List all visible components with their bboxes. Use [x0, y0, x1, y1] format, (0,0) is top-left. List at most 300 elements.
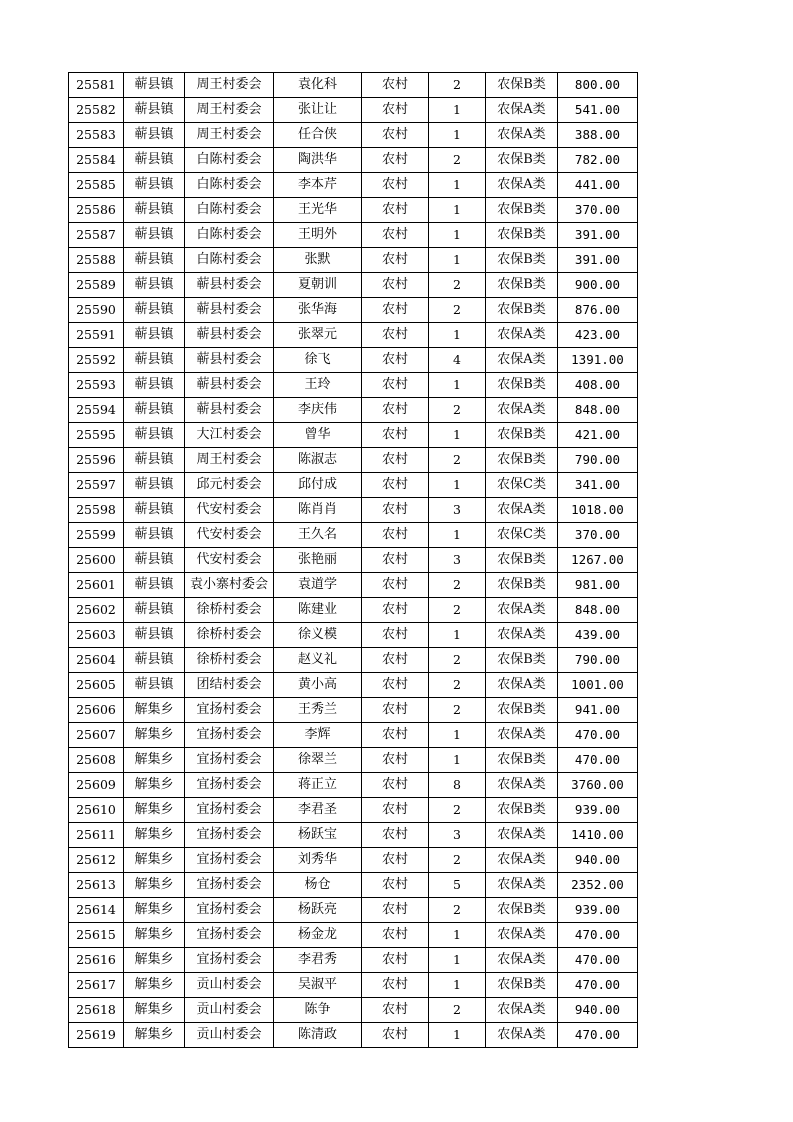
- insurance-class-cell: 农保B类: [486, 248, 558, 273]
- name-cell: 李君圣: [274, 798, 362, 823]
- household-count-cell: 1: [429, 323, 486, 348]
- record-id-cell: 25603: [69, 623, 124, 648]
- town-cell: 蕲县镇: [124, 73, 185, 98]
- record-id-cell: 25619: [69, 1023, 124, 1048]
- village-committee-cell: 宜扬村委会: [185, 848, 274, 873]
- record-id-cell: 25596: [69, 448, 124, 473]
- insurance-class-cell: 农保A类: [486, 123, 558, 148]
- name-cell: 徐飞: [274, 348, 362, 373]
- name-cell: 刘秀华: [274, 848, 362, 873]
- household-count-cell: 1: [429, 223, 486, 248]
- household-count-cell: 1: [429, 948, 486, 973]
- amount-cell: 470.00: [558, 923, 638, 948]
- record-id-cell: 25614: [69, 898, 124, 923]
- record-id-cell: 25598: [69, 498, 124, 523]
- amount-cell: 848.00: [558, 598, 638, 623]
- amount-cell: 1391.00: [558, 348, 638, 373]
- table-row: [69, 373, 638, 398]
- area-type-cell: 农村: [362, 598, 429, 623]
- amount-cell: 370.00: [558, 198, 638, 223]
- name-cell: 杨跃宝: [274, 823, 362, 848]
- name-cell: 陈建业: [274, 598, 362, 623]
- name-cell: 李本芹: [274, 173, 362, 198]
- table-row: [69, 548, 638, 573]
- name-cell: 王光华: [274, 198, 362, 223]
- area-type-cell: 农村: [362, 248, 429, 273]
- table-row: [69, 223, 638, 248]
- record-id-cell: 25607: [69, 723, 124, 748]
- household-count-cell: 5: [429, 873, 486, 898]
- town-cell: 解集乡: [124, 723, 185, 748]
- table-row: [69, 1023, 638, 1048]
- record-id-cell: 25612: [69, 848, 124, 873]
- household-count-cell: 2: [429, 273, 486, 298]
- name-cell: 张华海: [274, 298, 362, 323]
- amount-cell: 939.00: [558, 898, 638, 923]
- record-id-cell: 25601: [69, 573, 124, 598]
- household-count-cell: 3: [429, 548, 486, 573]
- area-type-cell: 农村: [362, 223, 429, 248]
- table-row: [69, 723, 638, 748]
- table-row: [69, 473, 638, 498]
- name-cell: 张翠元: [274, 323, 362, 348]
- household-count-cell: 1: [429, 473, 486, 498]
- area-type-cell: 农村: [362, 648, 429, 673]
- table-row: [69, 298, 638, 323]
- town-cell: 解集乡: [124, 773, 185, 798]
- name-cell: 邱付成: [274, 473, 362, 498]
- amount-cell: 421.00: [558, 423, 638, 448]
- table-row: [69, 848, 638, 873]
- table-row: [69, 248, 638, 273]
- area-type-cell: 农村: [362, 798, 429, 823]
- record-id-cell: 25611: [69, 823, 124, 848]
- village-committee-cell: 宜扬村委会: [185, 773, 274, 798]
- village-committee-cell: 徐桥村委会: [185, 648, 274, 673]
- insurance-class-cell: 农保B类: [486, 748, 558, 773]
- town-cell: 蕲县镇: [124, 348, 185, 373]
- household-count-cell: 2: [429, 148, 486, 173]
- village-committee-cell: 白陈村委会: [185, 198, 274, 223]
- area-type-cell: 农村: [362, 448, 429, 473]
- name-cell: 赵义礼: [274, 648, 362, 673]
- record-id-cell: 25583: [69, 123, 124, 148]
- village-committee-cell: 白陈村委会: [185, 248, 274, 273]
- table-row: [69, 523, 638, 548]
- amount-cell: 470.00: [558, 948, 638, 973]
- household-count-cell: 1: [429, 173, 486, 198]
- area-type-cell: 农村: [362, 323, 429, 348]
- amount-cell: 1267.00: [558, 548, 638, 573]
- area-type-cell: 农村: [362, 873, 429, 898]
- amount-cell: 876.00: [558, 298, 638, 323]
- town-cell: 蕲县镇: [124, 523, 185, 548]
- town-cell: 蕲县镇: [124, 423, 185, 448]
- insurance-class-cell: 农保B类: [486, 73, 558, 98]
- household-count-cell: 1: [429, 723, 486, 748]
- name-cell: 王久名: [274, 523, 362, 548]
- name-cell: 蒋正立: [274, 773, 362, 798]
- insurance-class-cell: 农保B类: [486, 223, 558, 248]
- village-committee-cell: 白陈村委会: [185, 173, 274, 198]
- record-id-cell: 25594: [69, 398, 124, 423]
- village-committee-cell: 代安村委会: [185, 523, 274, 548]
- amount-cell: 1410.00: [558, 823, 638, 848]
- table-row: [69, 798, 638, 823]
- record-id-cell: 25613: [69, 873, 124, 898]
- name-cell: 王明外: [274, 223, 362, 248]
- area-type-cell: 农村: [362, 773, 429, 798]
- amount-cell: 790.00: [558, 448, 638, 473]
- household-count-cell: 2: [429, 398, 486, 423]
- village-committee-cell: 蕲县村委会: [185, 273, 274, 298]
- town-cell: 蕲县镇: [124, 398, 185, 423]
- record-id-cell: 25604: [69, 648, 124, 673]
- village-committee-cell: 周王村委会: [185, 448, 274, 473]
- village-committee-cell: 宜扬村委会: [185, 873, 274, 898]
- name-cell: 陈争: [274, 998, 362, 1023]
- record-id-cell: 25586: [69, 198, 124, 223]
- data-table: [68, 72, 638, 1048]
- amount-cell: 391.00: [558, 223, 638, 248]
- town-cell: 蕲县镇: [124, 498, 185, 523]
- area-type-cell: 农村: [362, 498, 429, 523]
- insurance-class-cell: 农保B类: [486, 573, 558, 598]
- amount-cell: 470.00: [558, 723, 638, 748]
- area-type-cell: 农村: [362, 1023, 429, 1048]
- household-count-cell: 2: [429, 573, 486, 598]
- amount-cell: 1018.00: [558, 498, 638, 523]
- town-cell: 解集乡: [124, 873, 185, 898]
- insurance-class-cell: 农保A类: [486, 923, 558, 948]
- insurance-class-cell: 农保B类: [486, 423, 558, 448]
- name-cell: 杨跃亮: [274, 898, 362, 923]
- table-row: [69, 448, 638, 473]
- household-count-cell: 2: [429, 898, 486, 923]
- name-cell: 陈肖肖: [274, 498, 362, 523]
- town-cell: 蕲县镇: [124, 273, 185, 298]
- household-count-cell: 2: [429, 673, 486, 698]
- area-type-cell: 农村: [362, 898, 429, 923]
- name-cell: 王玲: [274, 373, 362, 398]
- record-id-cell: 25582: [69, 98, 124, 123]
- town-cell: 蕲县镇: [124, 623, 185, 648]
- town-cell: 解集乡: [124, 1023, 185, 1048]
- town-cell: 解集乡: [124, 798, 185, 823]
- amount-cell: 940.00: [558, 848, 638, 873]
- village-committee-cell: 宜扬村委会: [185, 898, 274, 923]
- area-type-cell: 农村: [362, 948, 429, 973]
- insurance-class-cell: 农保A类: [486, 673, 558, 698]
- village-committee-cell: 蕲县村委会: [185, 373, 274, 398]
- area-type-cell: 农村: [362, 548, 429, 573]
- insurance-class-cell: 农保B类: [486, 273, 558, 298]
- insurance-class-cell: 农保B类: [486, 198, 558, 223]
- household-count-cell: 2: [429, 698, 486, 723]
- town-cell: 蕲县镇: [124, 648, 185, 673]
- area-type-cell: 农村: [362, 148, 429, 173]
- town-cell: 解集乡: [124, 973, 185, 998]
- table-row: [69, 498, 638, 523]
- village-committee-cell: 宜扬村委会: [185, 798, 274, 823]
- area-type-cell: 农村: [362, 123, 429, 148]
- village-committee-cell: 周王村委会: [185, 98, 274, 123]
- record-id-cell: 25616: [69, 948, 124, 973]
- table-row: [69, 823, 638, 848]
- table-row: [69, 198, 638, 223]
- table-row: [69, 898, 638, 923]
- amount-cell: 388.00: [558, 123, 638, 148]
- insurance-class-cell: 农保A类: [486, 398, 558, 423]
- name-cell: 袁道学: [274, 573, 362, 598]
- household-count-cell: 2: [429, 598, 486, 623]
- village-committee-cell: 贡山村委会: [185, 973, 274, 998]
- household-count-cell: 1: [429, 248, 486, 273]
- town-cell: 解集乡: [124, 848, 185, 873]
- record-id-cell: 25591: [69, 323, 124, 348]
- town-cell: 解集乡: [124, 998, 185, 1023]
- village-committee-cell: 宜扬村委会: [185, 923, 274, 948]
- insurance-class-cell: 农保B类: [486, 298, 558, 323]
- insurance-class-cell: 农保A类: [486, 623, 558, 648]
- name-cell: 张默: [274, 248, 362, 273]
- insurance-class-cell: 农保C类: [486, 523, 558, 548]
- town-cell: 蕲县镇: [124, 198, 185, 223]
- insurance-class-cell: 农保A类: [486, 173, 558, 198]
- household-count-cell: 1: [429, 373, 486, 398]
- name-cell: 徐翠兰: [274, 748, 362, 773]
- area-type-cell: 农村: [362, 423, 429, 448]
- insurance-class-cell: 农保A类: [486, 873, 558, 898]
- amount-cell: 900.00: [558, 273, 638, 298]
- village-committee-cell: 蕲县村委会: [185, 298, 274, 323]
- village-committee-cell: 代安村委会: [185, 548, 274, 573]
- table-row: [69, 348, 638, 373]
- name-cell: 李君秀: [274, 948, 362, 973]
- village-committee-cell: 贡山村委会: [185, 998, 274, 1023]
- area-type-cell: 农村: [362, 348, 429, 373]
- area-type-cell: 农村: [362, 923, 429, 948]
- insurance-class-cell: 农保A类: [486, 723, 558, 748]
- record-id-cell: 25590: [69, 298, 124, 323]
- insurance-class-cell: 农保B类: [486, 448, 558, 473]
- name-cell: 张让让: [274, 98, 362, 123]
- amount-cell: 423.00: [558, 323, 638, 348]
- area-type-cell: 农村: [362, 698, 429, 723]
- town-cell: 蕲县镇: [124, 448, 185, 473]
- table-body: [69, 73, 638, 1048]
- record-id-cell: 25597: [69, 473, 124, 498]
- name-cell: 夏朝训: [274, 273, 362, 298]
- table-row: [69, 423, 638, 448]
- village-committee-cell: 宜扬村委会: [185, 723, 274, 748]
- insurance-class-cell: 农保A类: [486, 348, 558, 373]
- area-type-cell: 农村: [362, 73, 429, 98]
- household-count-cell: 1: [429, 1023, 486, 1048]
- insurance-class-cell: 农保A类: [486, 998, 558, 1023]
- village-committee-cell: 周王村委会: [185, 123, 274, 148]
- amount-cell: 939.00: [558, 798, 638, 823]
- town-cell: 蕲县镇: [124, 148, 185, 173]
- town-cell: 蕲县镇: [124, 473, 185, 498]
- area-type-cell: 农村: [362, 473, 429, 498]
- amount-cell: 470.00: [558, 973, 638, 998]
- town-cell: 解集乡: [124, 748, 185, 773]
- town-cell: 蕲县镇: [124, 673, 185, 698]
- amount-cell: 541.00: [558, 98, 638, 123]
- village-committee-cell: 蕲县村委会: [185, 398, 274, 423]
- area-type-cell: 农村: [362, 848, 429, 873]
- record-id-cell: 25609: [69, 773, 124, 798]
- town-cell: 蕲县镇: [124, 573, 185, 598]
- name-cell: 陶洪华: [274, 148, 362, 173]
- village-committee-cell: 徐桥村委会: [185, 623, 274, 648]
- amount-cell: 470.00: [558, 1023, 638, 1048]
- household-count-cell: 2: [429, 73, 486, 98]
- town-cell: 蕲县镇: [124, 173, 185, 198]
- record-id-cell: 25584: [69, 148, 124, 173]
- table-row: [69, 398, 638, 423]
- village-committee-cell: 宜扬村委会: [185, 823, 274, 848]
- table-row: [69, 73, 638, 98]
- record-id-cell: 25610: [69, 798, 124, 823]
- household-count-cell: 2: [429, 998, 486, 1023]
- village-committee-cell: 代安村委会: [185, 498, 274, 523]
- household-count-cell: 1: [429, 123, 486, 148]
- amount-cell: 3760.00: [558, 773, 638, 798]
- insurance-class-cell: 农保A类: [486, 948, 558, 973]
- insurance-class-cell: 农保A类: [486, 773, 558, 798]
- area-type-cell: 农村: [362, 823, 429, 848]
- area-type-cell: 农村: [362, 973, 429, 998]
- record-id-cell: 25592: [69, 348, 124, 373]
- record-id-cell: 25602: [69, 598, 124, 623]
- household-count-cell: 1: [429, 623, 486, 648]
- household-count-cell: 4: [429, 348, 486, 373]
- town-cell: 解集乡: [124, 823, 185, 848]
- amount-cell: 790.00: [558, 648, 638, 673]
- amount-cell: 408.00: [558, 373, 638, 398]
- record-id-cell: 25600: [69, 548, 124, 573]
- area-type-cell: 农村: [362, 748, 429, 773]
- table-row: [69, 123, 638, 148]
- table-row: [69, 598, 638, 623]
- name-cell: 张艳丽: [274, 548, 362, 573]
- table-row: [69, 773, 638, 798]
- insurance-class-cell: 农保B类: [486, 648, 558, 673]
- table-row: [69, 873, 638, 898]
- area-type-cell: 农村: [362, 623, 429, 648]
- insurance-class-cell: 农保A类: [486, 98, 558, 123]
- area-type-cell: 农村: [362, 398, 429, 423]
- insurance-class-cell: 农保A类: [486, 323, 558, 348]
- insurance-class-cell: 农保B类: [486, 548, 558, 573]
- table-row: [69, 648, 638, 673]
- name-cell: 陈清政: [274, 1023, 362, 1048]
- table-row: [69, 323, 638, 348]
- insurance-class-cell: 农保B类: [486, 898, 558, 923]
- village-committee-cell: 邱元村委会: [185, 473, 274, 498]
- household-count-cell: 2: [429, 848, 486, 873]
- record-id-cell: 25588: [69, 248, 124, 273]
- table-row: [69, 748, 638, 773]
- name-cell: 袁化科: [274, 73, 362, 98]
- table-row: [69, 273, 638, 298]
- record-id-cell: 25608: [69, 748, 124, 773]
- household-count-cell: 2: [429, 798, 486, 823]
- record-id-cell: 25615: [69, 923, 124, 948]
- town-cell: 蕲县镇: [124, 98, 185, 123]
- amount-cell: 941.00: [558, 698, 638, 723]
- area-type-cell: 农村: [362, 373, 429, 398]
- household-count-cell: 3: [429, 498, 486, 523]
- table-row: [69, 623, 638, 648]
- insurance-class-cell: 农保C类: [486, 473, 558, 498]
- town-cell: 解集乡: [124, 898, 185, 923]
- insurance-class-cell: 农保B类: [486, 373, 558, 398]
- household-count-cell: 2: [429, 448, 486, 473]
- name-cell: 任合侠: [274, 123, 362, 148]
- town-cell: 解集乡: [124, 923, 185, 948]
- record-id-cell: 25589: [69, 273, 124, 298]
- area-type-cell: 农村: [362, 198, 429, 223]
- name-cell: 吴淑平: [274, 973, 362, 998]
- amount-cell: 981.00: [558, 573, 638, 598]
- town-cell: 蕲县镇: [124, 298, 185, 323]
- area-type-cell: 农村: [362, 298, 429, 323]
- amount-cell: 370.00: [558, 523, 638, 548]
- insurance-class-cell: 农保B类: [486, 973, 558, 998]
- table-row: [69, 948, 638, 973]
- village-committee-cell: 袁小寨村委会: [185, 573, 274, 598]
- name-cell: 黄小高: [274, 673, 362, 698]
- name-cell: 曾华: [274, 423, 362, 448]
- name-cell: 陈淑志: [274, 448, 362, 473]
- household-count-cell: 8: [429, 773, 486, 798]
- household-count-cell: 1: [429, 423, 486, 448]
- amount-cell: 441.00: [558, 173, 638, 198]
- village-committee-cell: 宜扬村委会: [185, 748, 274, 773]
- table-row: [69, 673, 638, 698]
- household-count-cell: 1: [429, 923, 486, 948]
- table-row: [69, 148, 638, 173]
- record-id-cell: 25617: [69, 973, 124, 998]
- table-row: [69, 698, 638, 723]
- name-cell: 徐义模: [274, 623, 362, 648]
- household-count-cell: 1: [429, 523, 486, 548]
- area-type-cell: 农村: [362, 173, 429, 198]
- name-cell: 李辉: [274, 723, 362, 748]
- household-count-cell: 1: [429, 98, 486, 123]
- village-committee-cell: 宜扬村委会: [185, 698, 274, 723]
- table-row: [69, 573, 638, 598]
- amount-cell: 470.00: [558, 748, 638, 773]
- town-cell: 蕲县镇: [124, 548, 185, 573]
- town-cell: 蕲县镇: [124, 223, 185, 248]
- town-cell: 解集乡: [124, 698, 185, 723]
- insurance-class-cell: 农保A类: [486, 848, 558, 873]
- insurance-class-cell: 农保B类: [486, 698, 558, 723]
- area-type-cell: 农村: [362, 523, 429, 548]
- town-cell: 蕲县镇: [124, 248, 185, 273]
- record-id-cell: 25595: [69, 423, 124, 448]
- record-id-cell: 25605: [69, 673, 124, 698]
- insurance-class-cell: 农保A类: [486, 823, 558, 848]
- insurance-class-cell: 农保A类: [486, 498, 558, 523]
- town-cell: 蕲县镇: [124, 598, 185, 623]
- amount-cell: 782.00: [558, 148, 638, 173]
- table-row: [69, 923, 638, 948]
